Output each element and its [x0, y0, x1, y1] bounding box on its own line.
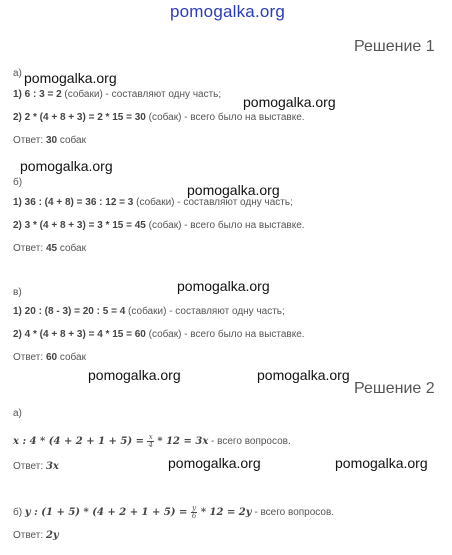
part-a-line-1: [13, 89, 221, 100]
solution-2-part-a-label: а): [13, 408, 22, 419]
part-c-line-2: [13, 329, 305, 340]
solution-2-part-b-frac-den: 6: [191, 512, 197, 520]
solution-2-part-b-answer-value: 2y: [45, 530, 59, 541]
solution-2-part-a-equation: [13, 434, 291, 449]
part-b-line-2: [13, 220, 305, 231]
solution-2-part-a-eq-left: x : 4 * (4 + 2 + 1 + 5) =: [13, 436, 148, 448]
part-b-answer-value: 45: [45, 243, 58, 254]
watermark: pomogalka.org: [24, 70, 117, 86]
part-b-line-1-expr: 1) 36 : (4 + 8) = 36 : 12 = 3: [13, 197, 134, 208]
solution-2-part-b-equation: [13, 505, 334, 520]
part-a-label: а): [13, 68, 22, 79]
watermark: pomogalka.org: [257, 367, 350, 383]
watermark: pomogalka.org: [168, 455, 261, 471]
part-a-line-2-text: (собак) - всего было на выставке.: [145, 112, 305, 123]
part-b-line-1-text: (собаки) - составляют одну часть;: [133, 197, 293, 208]
part-b-label: б): [13, 177, 23, 188]
part-c-label: в): [13, 287, 22, 298]
part-c-line-1: [13, 306, 285, 317]
part-b-answer: [13, 243, 86, 254]
solution-2-heading: Решение 2: [354, 380, 435, 397]
part-a-answer-prefix: Ответ:: [13, 135, 46, 146]
solution-1-heading: Решение 1: [354, 38, 435, 55]
part-b-answer-suffix: собак: [57, 243, 86, 254]
part-c-answer-value: 60: [45, 352, 58, 363]
solution-2-part-b-text: - всего вопросов.: [251, 507, 335, 519]
solution-2-part-a-eq-right: * 12 = 3x: [153, 436, 209, 448]
part-c-answer: [13, 352, 86, 363]
solution-2-part-a-frac-num: x: [148, 433, 153, 441]
part-a-line-1-expr: 1) 6 : 3 = 2: [13, 89, 62, 100]
solution-2-part-b-frac-num: y: [192, 504, 197, 512]
watermark: pomogalka.org: [335, 455, 428, 471]
part-a-answer-value: 30: [45, 135, 58, 146]
watermark: pomogalka.org: [177, 278, 270, 294]
solution-2-part-b-answer: [13, 530, 59, 541]
part-b-answer-prefix: Ответ:: [13, 243, 46, 254]
part-a-line-2-expr: 2) 2 * (4 + 8 + 3) = 2 * 15 = 30: [13, 112, 146, 123]
solution-2-part-b-eq-left: y : (1 + 5) * (4 + 2 + 1 + 5) =: [24, 507, 191, 519]
solution-2-part-b-label: б): [13, 507, 25, 519]
solution-2-part-a-answer-prefix: Ответ:: [13, 461, 46, 472]
site-header-link[interactable]: pomogalka.org: [170, 2, 286, 21]
part-c-line-2-expr: 2) 4 * (4 + 8 + 3) = 4 * 15 = 60: [13, 329, 146, 340]
part-c-line-1-expr: 1) 20 : (8 - 3) = 20 : 5 = 4: [13, 306, 126, 317]
part-b-line-2-text: (собак) - всего было на выставке.: [145, 220, 305, 231]
part-c-answer-suffix: собак: [57, 352, 86, 363]
part-a-answer-suffix: собак: [57, 135, 86, 146]
solution-2-part-b-answer-prefix: Ответ:: [13, 530, 46, 541]
part-c-line-1-text: (собаки) - составляют одну часть;: [125, 306, 285, 317]
solution-2-part-a-text: - всего вопросов.: [208, 436, 291, 448]
watermark: pomogalka.org: [20, 158, 113, 174]
part-c-answer-prefix: Ответ:: [13, 352, 46, 363]
solution-2-part-a-answer-value: 3x: [45, 461, 59, 472]
watermark: pomogalka.org: [187, 182, 280, 198]
part-b-line-1: [13, 197, 293, 208]
solution-2-part-b-eq-right: * 12 = 2y: [197, 507, 252, 519]
part-a-answer: [13, 135, 86, 146]
part-c-line-2-text: (собак) - всего было на выставке.: [145, 329, 305, 340]
watermark: pomogalka.org: [88, 367, 181, 383]
watermark: pomogalka.org: [243, 94, 336, 110]
part-a-line-2: [13, 112, 305, 123]
part-b-line-2-expr: 2) 3 * (4 + 8 + 3) = 3 * 15 = 45: [13, 220, 146, 231]
part-a-line-1-text: (собаки) - составляют одну часть;: [61, 89, 222, 100]
solution-2-part-a-answer: [13, 461, 59, 472]
solution-2-part-a-frac-den: 4: [148, 441, 153, 449]
